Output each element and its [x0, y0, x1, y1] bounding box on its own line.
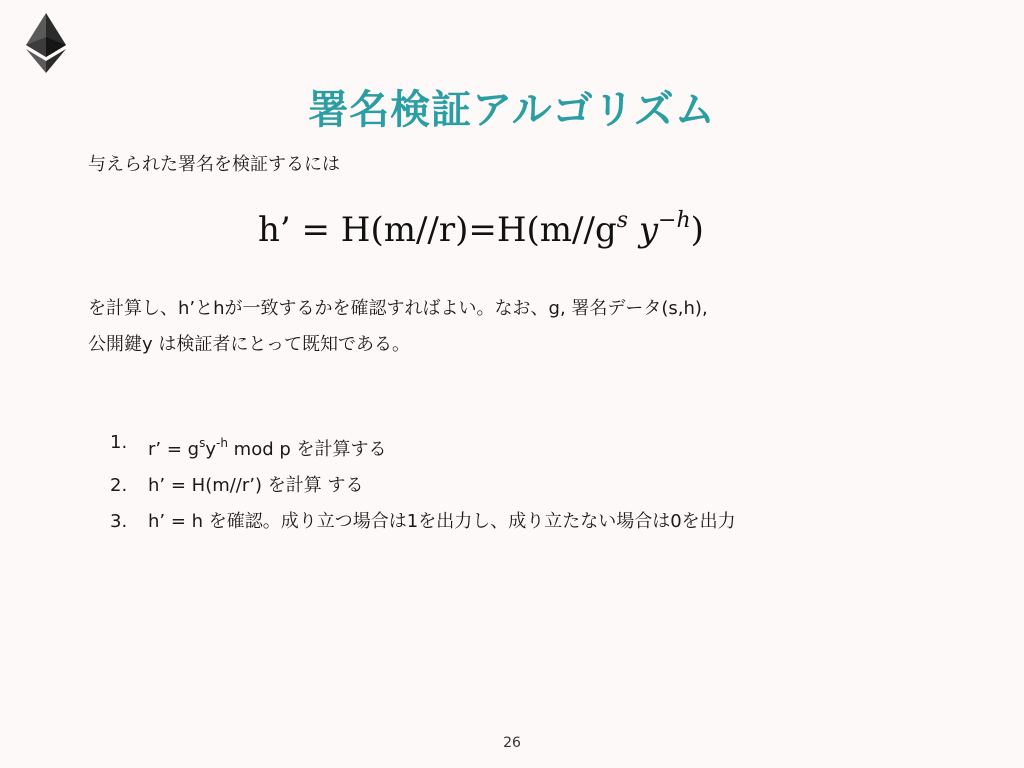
list-item	[110, 504, 736, 540]
list-item	[110, 425, 736, 468]
step-number: 3.	[110, 511, 128, 532]
formula-close-paren: )	[690, 210, 704, 250]
step-text: h’ = H(m//r’) を計算 する	[148, 475, 364, 496]
explanation-paragraph	[88, 291, 948, 363]
intro-text: 与えられた署名を検証するには	[88, 154, 340, 175]
step-1-part-y: y	[205, 439, 216, 460]
step-number: 1.	[110, 432, 128, 453]
explanation-line-2: 公開鍵y は検証者にとって既知である。	[88, 334, 411, 355]
step-text: h’ = h を確認。成り立つ場合は1を出力し、成り立たない場合は0を出力	[148, 511, 736, 532]
explanation-line-1: を計算し、h’とhが一致するかを確認すればよい。なお、g, 署名データ(s,h),	[88, 298, 708, 319]
formula-exponent-s: s	[616, 208, 629, 233]
step-text	[148, 425, 387, 468]
step-1-exponent-s: s	[199, 436, 206, 450]
formula-exponent-neg-h: −h	[658, 208, 691, 233]
formula-main: h’ = H(m//r)=H(m//g	[258, 210, 617, 250]
step-1-part-post: mod p を計算する	[227, 439, 387, 460]
verification-formula	[258, 208, 704, 250]
list-item	[110, 468, 736, 504]
step-1-exponent-neg-h: -h	[216, 436, 228, 450]
slide-title: 署名検証アルゴリズム	[308, 87, 716, 133]
formula-base-y: y	[628, 210, 659, 250]
step-1-part-pre: r’ = g	[148, 439, 200, 460]
steps-list	[110, 425, 736, 540]
ethereum-logo-icon	[26, 13, 66, 73]
step-number: 2.	[110, 475, 128, 496]
page-number: 26	[503, 735, 521, 751]
